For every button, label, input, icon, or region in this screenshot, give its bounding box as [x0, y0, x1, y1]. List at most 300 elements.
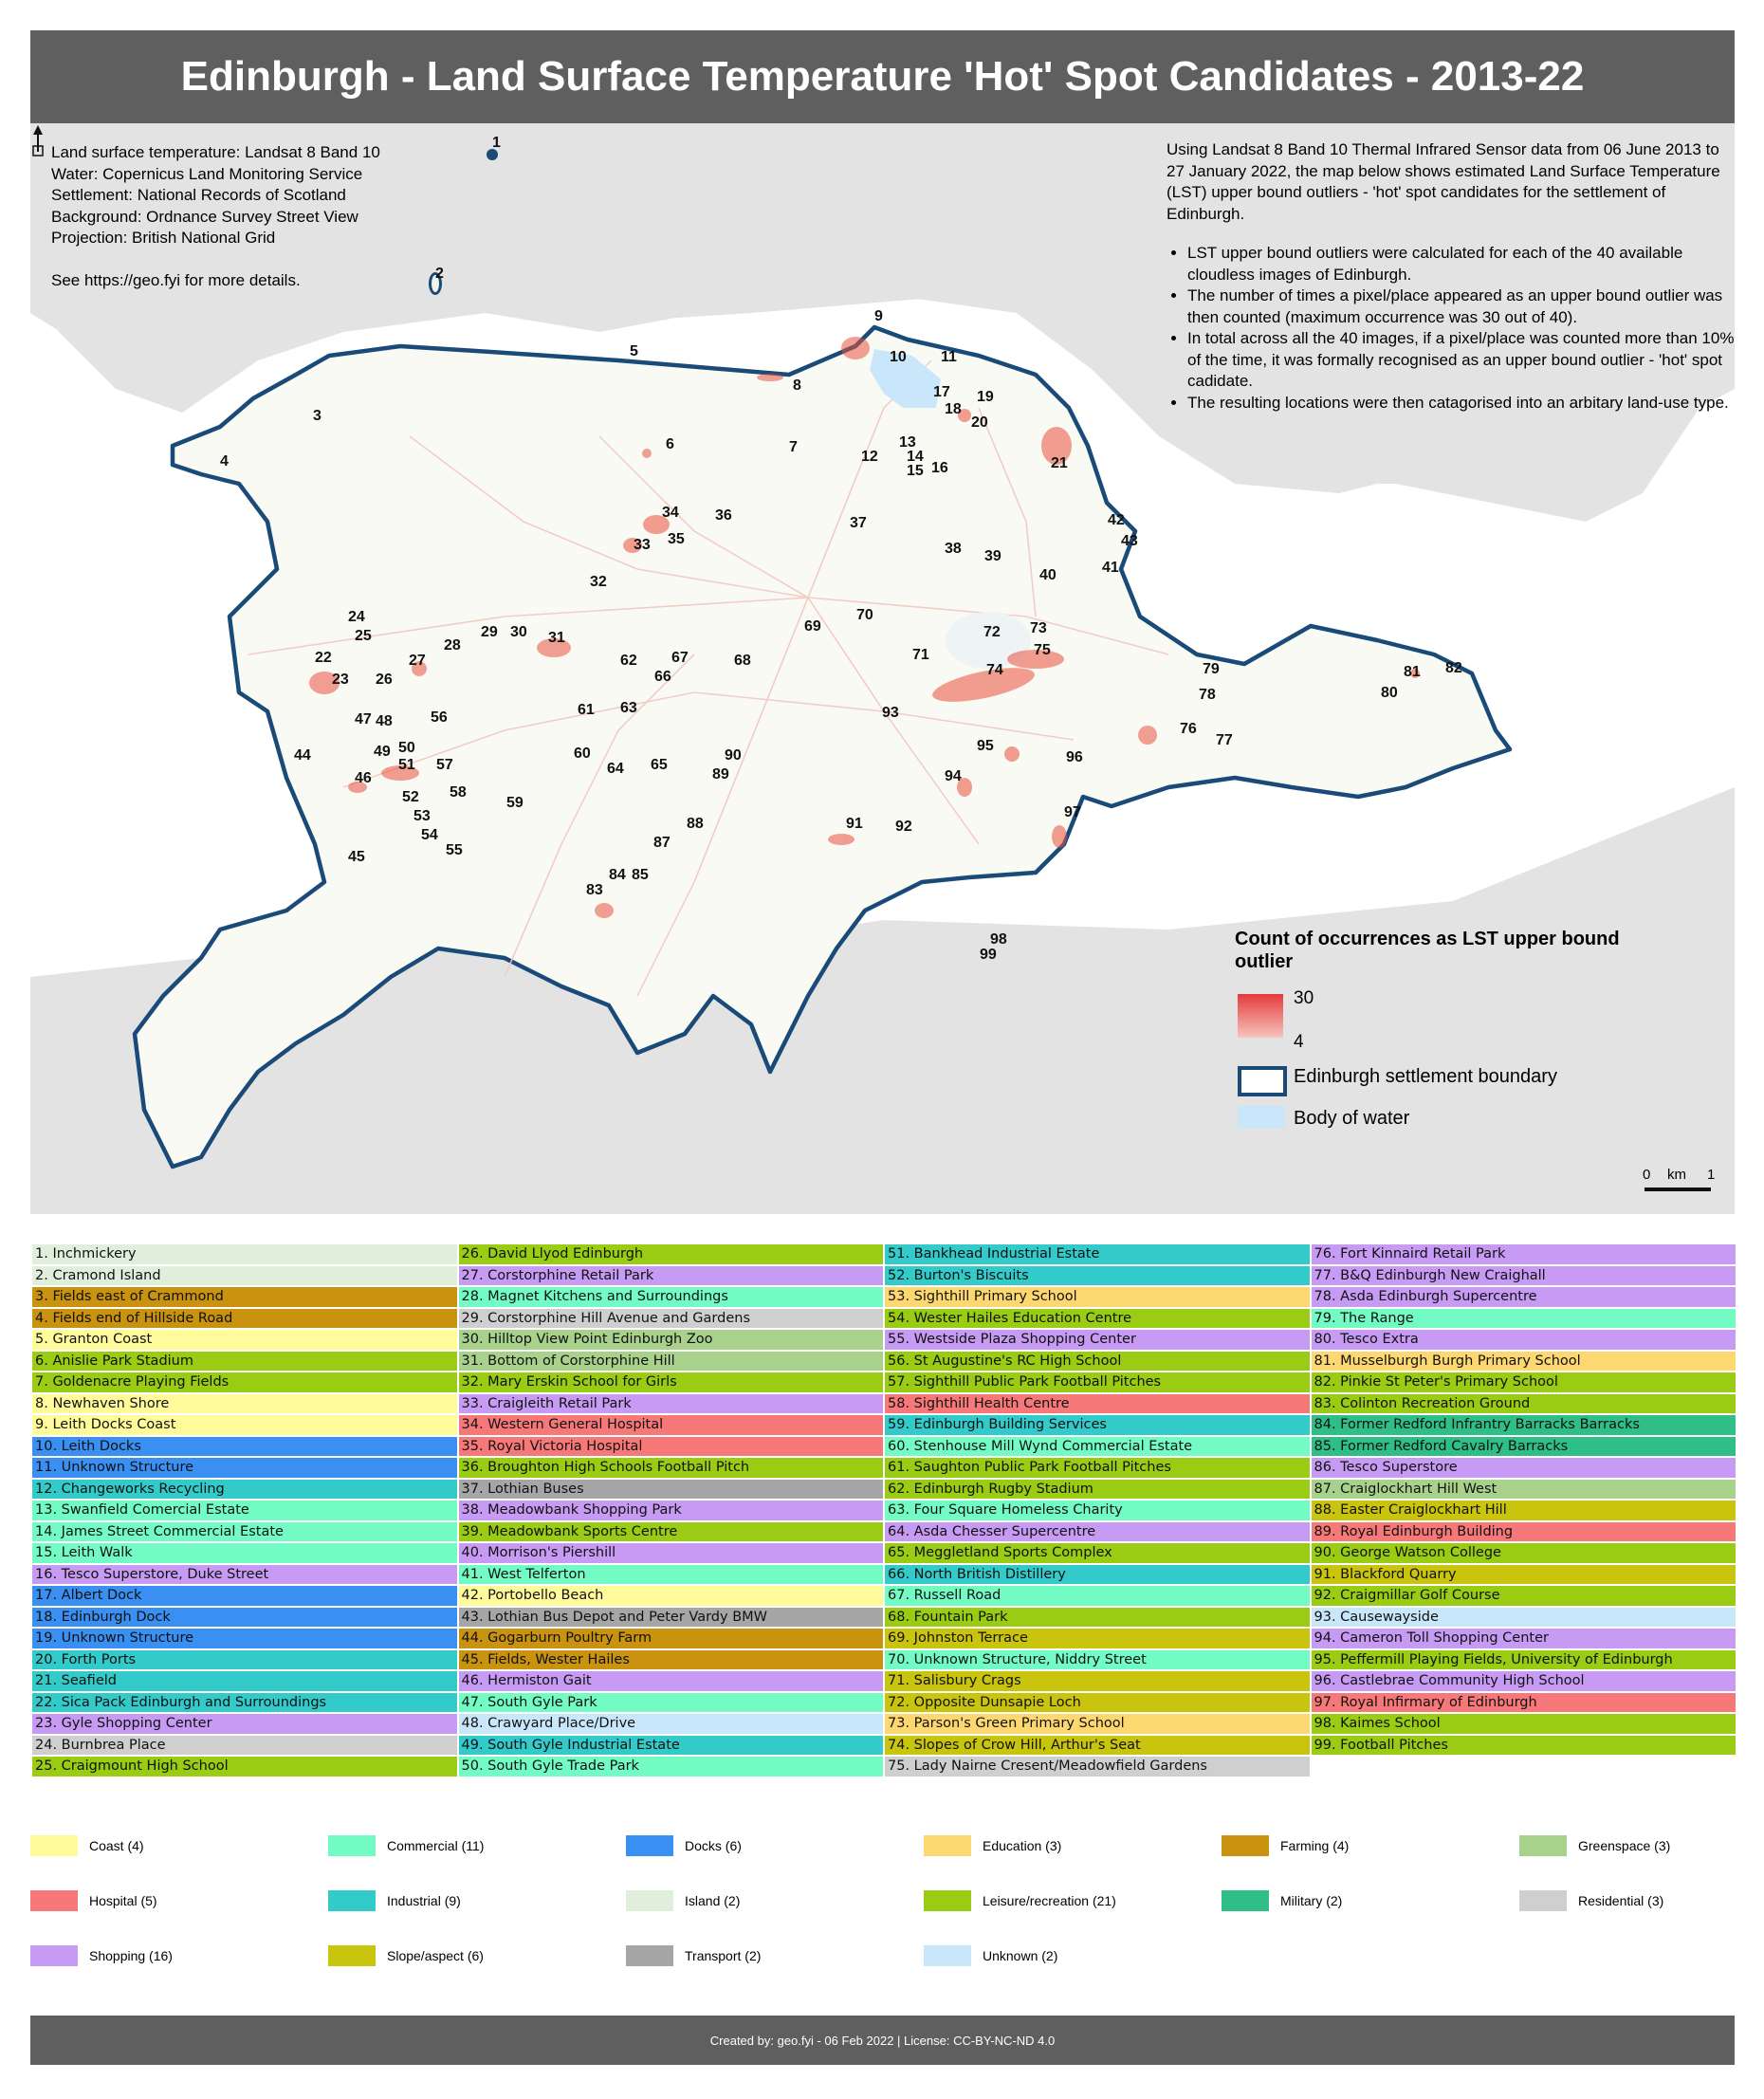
map-label-24[interactable]: 24	[348, 609, 365, 625]
category-swatch	[626, 1835, 673, 1856]
map-label-10[interactable]: 10	[890, 349, 907, 365]
poi-cell: 98. Kaimes School	[1312, 1714, 1736, 1734]
count-min-label: 4	[1294, 1032, 1304, 1052]
source-note-line: Background: Ordnance Survey Street View	[51, 207, 358, 226]
map-label-6[interactable]: 6	[666, 436, 674, 452]
category-legend-item	[328, 1835, 484, 1856]
poi-cell: 20. Forth Ports	[32, 1650, 457, 1670]
table-row	[32, 1244, 1736, 1264]
map-label-31[interactable]: 31	[548, 630, 565, 646]
category-swatch	[30, 1835, 78, 1856]
table-row	[32, 1287, 1736, 1307]
map-label-52[interactable]: 52	[402, 789, 419, 805]
table-row	[32, 1757, 1736, 1777]
poi-cell: 79. The Range	[1312, 1309, 1736, 1329]
poi-cell: 24. Burnbrea Place	[32, 1736, 457, 1756]
table-row	[32, 1543, 1736, 1563]
category-label: Greenspace (3)	[1578, 1838, 1671, 1853]
map-label-78[interactable]: 78	[1199, 687, 1216, 703]
category-swatch	[328, 1945, 376, 1966]
poi-cell: 55. Westside Plaza Shopping Center	[885, 1330, 1310, 1350]
poi-cell: 33. Craigleith Retail Park	[459, 1394, 884, 1414]
map-label-40[interactable]: 40	[1039, 567, 1057, 583]
category-swatch	[328, 1835, 376, 1856]
count-max-label: 30	[1294, 988, 1314, 1008]
map-label-77[interactable]: 77	[1216, 732, 1233, 748]
method-intro: Using Landsat 8 Band 10 Thermal Infrared Sensor data from 06 June 2013 to 27 January 2022, the map below shows estimated Land Surface Temperature (LST) upper bound outliers - 'hot' spot candidates for the settlement of Edinburgh.	[1167, 140, 1720, 223]
table-row	[32, 1736, 1736, 1756]
map-label-5[interactable]: 5	[630, 343, 638, 359]
map-label-43[interactable]: 43	[1121, 533, 1138, 549]
map-label-85[interactable]: 85	[632, 867, 649, 883]
source-note-line: Projection: British National Grid	[51, 229, 276, 247]
category-legend-item	[328, 1945, 484, 1966]
poi-cell: 32. Mary Erskin School for Girls	[459, 1372, 884, 1392]
map-label-36[interactable]: 36	[715, 507, 732, 524]
poi-cell: 19. Unknown Structure	[32, 1629, 457, 1648]
poi-cell: 15. Leith Walk	[32, 1543, 457, 1563]
map-label-46[interactable]: 46	[355, 770, 372, 786]
poi-cell: 44. Gogarburn Poultry Farm	[459, 1629, 884, 1648]
poi-cell: 52. Burton's Biscuits	[885, 1266, 1310, 1286]
map-label-81[interactable]: 81	[1404, 664, 1421, 680]
empty-cell	[1312, 1757, 1736, 1777]
map-label-1[interactable]: 1	[492, 135, 501, 151]
map-label-75[interactable]: 75	[1034, 642, 1051, 658]
poi-cell: 60. Stenhouse Mill Wynd Commercial Estate	[885, 1437, 1310, 1457]
poi-cell: 21. Seafield	[32, 1671, 457, 1691]
poi-cell: 74. Slopes of Crow Hill, Arthur's Seat	[885, 1736, 1310, 1756]
table-row	[32, 1501, 1736, 1520]
map-label-8[interactable]: 8	[793, 377, 801, 394]
poi-cell: 87. Craiglockhart Hill West	[1312, 1480, 1736, 1500]
map-label-30[interactable]: 30	[510, 624, 527, 640]
table-row	[32, 1608, 1736, 1628]
poi-cell: 29. Corstorphine Hill Avenue and Gardens	[459, 1309, 884, 1329]
poi-cell: 88. Easter Craiglockhart Hill	[1312, 1501, 1736, 1520]
map-label-23[interactable]: 23	[332, 672, 349, 688]
map-label-25[interactable]: 25	[355, 628, 372, 644]
poi-cell: 46. Hermiston Gait	[459, 1671, 884, 1691]
map-label-12[interactable]: 12	[861, 449, 878, 465]
poi-cell: 47. South Gyle Park	[459, 1693, 884, 1713]
map-label-61[interactable]: 61	[578, 702, 595, 718]
footer-credits: Created by: geo.fyi - 06 Feb 2022 | License: CC-BY-NC-ND 4.0	[30, 2016, 1735, 2065]
poi-cell: 85. Former Redford Cavalry Barracks	[1312, 1437, 1736, 1457]
poi-cell: 96. Castlebrae Community High School	[1312, 1671, 1736, 1691]
map-label-49[interactable]: 49	[374, 744, 391, 760]
source-note-line: Settlement: National Records of Scotland	[51, 186, 346, 204]
poi-cell: 38. Meadowbank Shopping Park	[459, 1501, 884, 1520]
method-bullet: • LST upper bound outliers were calculated for each of the 40 available cloudless images of Edinburgh.	[1187, 243, 1735, 285]
table-row	[32, 1394, 1736, 1414]
poi-cell: 83. Colinton Recreation Ground	[1312, 1394, 1736, 1414]
method-bullet-list	[1167, 243, 1735, 414]
category-label: Commercial (11)	[387, 1838, 485, 1853]
poi-cell: 7. Goldenacre Playing Fields	[32, 1372, 457, 1392]
poi-cell: 82. Pinkie St Peter's Primary School	[1312, 1372, 1736, 1392]
category-legend-item	[626, 1890, 740, 1911]
source-notes	[51, 142, 380, 292]
source-note-line: See https://geo.fyi for more details.	[51, 271, 301, 289]
table-row	[32, 1437, 1736, 1457]
map-label-98[interactable]: 98	[990, 931, 1007, 948]
category-legend-item	[924, 1890, 1116, 1911]
map-label-50[interactable]: 50	[398, 740, 415, 756]
map-label-83[interactable]: 83	[586, 882, 603, 898]
poi-cell: 90. George Watson College	[1312, 1543, 1736, 1563]
map-label-58[interactable]: 58	[450, 784, 467, 801]
category-label: Island (2)	[685, 1893, 741, 1908]
map-label-38[interactable]: 38	[945, 541, 962, 557]
table-row	[32, 1714, 1736, 1734]
map-label-70[interactable]: 70	[856, 607, 873, 623]
table-row	[32, 1522, 1736, 1542]
map-label-79[interactable]: 79	[1203, 661, 1220, 677]
map-label-63[interactable]: 63	[620, 700, 637, 716]
map-label-18[interactable]: 18	[945, 401, 962, 417]
map-label-66[interactable]: 66	[654, 669, 671, 685]
map-legend	[1235, 928, 1633, 1129]
poi-cell: 42. Portobello Beach	[459, 1586, 884, 1606]
category-swatch	[1222, 1835, 1269, 1856]
map-label-96[interactable]: 96	[1066, 749, 1083, 765]
category-label: Coast (4)	[89, 1838, 144, 1853]
poi-cell: 70. Unknown Structure, Niddry Street	[885, 1650, 1310, 1670]
map-label-71[interactable]: 71	[912, 647, 929, 663]
category-swatch	[1519, 1835, 1567, 1856]
poi-cell: 35. Royal Victoria Hospital	[459, 1437, 884, 1457]
source-note-line: Land surface temperature: Landsat 8 Band 10	[51, 143, 380, 161]
map-label-41[interactable]: 41	[1102, 560, 1119, 576]
table-row	[32, 1458, 1736, 1478]
map-label-91[interactable]: 91	[846, 816, 863, 832]
poi-cell: 17. Albert Dock	[32, 1586, 457, 1606]
map-label-59[interactable]: 59	[506, 795, 524, 811]
poi-cell: 61. Saughton Public Park Football Pitches	[885, 1458, 1310, 1478]
poi-cell: 9. Leith Docks Coast	[32, 1415, 457, 1435]
map-label-26[interactable]: 26	[376, 672, 393, 688]
category-label: Education (3)	[983, 1838, 1062, 1853]
scale-zero: 0	[1643, 1167, 1651, 1183]
map-label-45[interactable]: 45	[348, 849, 365, 865]
map-label-67[interactable]: 67	[671, 650, 689, 666]
poi-cell: 27. Corstorphine Retail Park	[459, 1266, 884, 1286]
map-label-48[interactable]: 48	[376, 713, 393, 729]
poi-cell: 57. Sighthill Public Park Football Pitches	[885, 1372, 1310, 1392]
poi-cell: 43. Lothian Bus Depot and Peter Vardy BMW	[459, 1608, 884, 1628]
map-label-15[interactable]: 15	[907, 463, 924, 479]
map-label-69[interactable]: 69	[804, 618, 821, 635]
method-bullet: • The number of times a pixel/place appeared as an upper bound outlier was then counted (maximum occurrence was 30 out of 40).	[1187, 285, 1735, 328]
map-label-95[interactable]: 95	[977, 738, 994, 754]
poi-cell: 41. West Telferton	[459, 1565, 884, 1585]
map-label-55[interactable]: 55	[446, 842, 463, 858]
poi-cell: 10. Leith Docks	[32, 1437, 457, 1457]
north-arrow-icon	[30, 123, 46, 157]
map-label-97[interactable]: 97	[1064, 804, 1081, 820]
category-label: Docks (6)	[685, 1838, 742, 1853]
category-legend	[30, 1835, 1735, 1978]
map-label-42[interactable]: 42	[1108, 512, 1125, 528]
poi-cell: 16. Tesco Superstore, Duke Street	[32, 1565, 457, 1585]
map-label-89[interactable]: 89	[712, 766, 729, 783]
category-label: Shopping (16)	[89, 1948, 173, 1963]
category-swatch	[30, 1890, 78, 1911]
map-label-44[interactable]: 44	[294, 747, 311, 764]
poi-cell: 51. Bankhead Industrial Estate	[885, 1244, 1310, 1264]
poi-cell: 56. St Augustine's RC High School	[885, 1352, 1310, 1372]
map-label-54[interactable]: 54	[421, 827, 438, 843]
table-row	[32, 1480, 1736, 1500]
map-label-65[interactable]: 65	[651, 757, 668, 773]
category-label: Transport (2)	[685, 1948, 762, 1963]
map-label-7[interactable]: 7	[789, 439, 798, 455]
category-label: Slope/aspect (6)	[387, 1948, 484, 1963]
map-label-73[interactable]: 73	[1030, 620, 1047, 636]
poi-cell: 12. Changeworks Recycling	[32, 1480, 457, 1500]
poi-cell: 37. Lothian Buses	[459, 1480, 884, 1500]
poi-cell: 13. Swanfield Comercial Estate	[32, 1501, 457, 1520]
map-label-17[interactable]: 17	[933, 384, 950, 400]
map-label-9[interactable]: 9	[874, 308, 883, 324]
boundary-legend-label: Edinburgh settlement boundary	[1294, 1066, 1557, 1087]
map-label-13[interactable]: 13	[899, 434, 916, 451]
boundary-swatch	[1238, 1066, 1287, 1096]
category-swatch	[626, 1945, 673, 1966]
category-label: Unknown (2)	[983, 1948, 1058, 1963]
poi-cell: 99. Football Pitches	[1312, 1736, 1736, 1756]
map-label-53[interactable]: 53	[413, 808, 431, 824]
poi-cell: 80. Tesco Extra	[1312, 1330, 1736, 1350]
poi-table	[30, 1243, 1737, 1778]
category-swatch	[1222, 1890, 1269, 1911]
poi-cell: 25. Craigmount High School	[32, 1757, 457, 1777]
table-row	[32, 1650, 1736, 1670]
category-legend-item	[1222, 1890, 1342, 1911]
category-label: Hospital (5)	[89, 1893, 157, 1908]
source-note-line: Water: Copernicus Land Monitoring Service	[51, 164, 363, 183]
poi-cell: 78. Asda Edinburgh Supercentre	[1312, 1287, 1736, 1307]
map-label-3[interactable]: 3	[313, 408, 322, 424]
poi-cell: 73. Parson's Green Primary School	[885, 1714, 1310, 1734]
map-label-92[interactable]: 92	[895, 819, 912, 835]
poi-cell: 65. Meggletland Sports Complex	[885, 1543, 1310, 1563]
map-label-34[interactable]: 34	[662, 505, 679, 521]
map-label-2[interactable]: 2	[435, 266, 444, 282]
poi-cell: 5. Granton Coast	[32, 1330, 457, 1350]
category-swatch	[924, 1835, 971, 1856]
map-label-87[interactable]: 87	[653, 835, 671, 851]
category-legend-item	[924, 1945, 1057, 1966]
category-legend-item	[328, 1890, 461, 1911]
category-legend-item	[1519, 1835, 1670, 1856]
method-notes	[1167, 139, 1735, 414]
map-label-90[interactable]: 90	[725, 747, 742, 764]
method-bullet: • In total across all the 40 images, if a pixel/place was counted more than 10% of the time, it was formally recognised as an upper bound outlier - 'hot' spot cadidate.	[1187, 328, 1735, 393]
poi-cell: 58. Sighthill Health Centre	[885, 1394, 1310, 1414]
poi-cell: 1. Inchmickery	[32, 1244, 457, 1264]
poi-cell: 30. Hilltop View Point Edinburgh Zoo	[459, 1330, 884, 1350]
category-label: Leisure/recreation (21)	[983, 1893, 1116, 1908]
category-label: Military (2)	[1280, 1893, 1343, 1908]
poi-cell: 67. Russell Road	[885, 1586, 1310, 1606]
map-title: Edinburgh - Land Surface Temperature 'Hot' Spot Candidates - 2013-22	[30, 30, 1735, 123]
poi-cell: 45. Fields, Wester Hailes	[459, 1650, 884, 1670]
poi-cell: 95. Peffermill Playing Fields, University of Edinburgh	[1312, 1650, 1736, 1670]
count-gradient-swatch	[1238, 994, 1283, 1038]
scale-line	[1645, 1188, 1711, 1191]
category-legend-item	[626, 1945, 761, 1966]
map-label-51[interactable]: 51	[398, 757, 415, 773]
category-legend-item	[30, 1890, 157, 1911]
category-swatch	[30, 1945, 78, 1966]
map-label-19[interactable]: 19	[977, 389, 994, 405]
map-label-88[interactable]: 88	[687, 816, 704, 832]
category-label: Residential (3)	[1578, 1893, 1664, 1908]
map-label-60[interactable]: 60	[574, 746, 591, 762]
map-label-29[interactable]: 29	[481, 624, 498, 640]
poi-cell: 39. Meadowbank Sports Centre	[459, 1522, 884, 1542]
table-row	[32, 1372, 1736, 1392]
category-legend-item	[924, 1835, 1061, 1856]
map-label-16[interactable]: 16	[931, 460, 948, 476]
table-row	[32, 1586, 1736, 1606]
poi-cell: 63. Four Square Homeless Charity	[885, 1501, 1310, 1520]
map-label-80[interactable]: 80	[1381, 685, 1398, 701]
map-label-47[interactable]: 47	[355, 711, 372, 727]
poi-cell: 81. Musselburgh Burgh Primary School	[1312, 1352, 1736, 1372]
poi-cell: 40. Morrison's Piershill	[459, 1543, 884, 1563]
map-label-93[interactable]: 93	[882, 705, 899, 721]
table-row	[32, 1352, 1736, 1372]
map-label-33[interactable]: 33	[634, 537, 651, 553]
source-note-line	[51, 249, 380, 271]
map-label-56[interactable]: 56	[431, 709, 448, 726]
poi-cell: 77. B&Q Edinburgh New Craighall	[1312, 1266, 1736, 1286]
poi-cell: 66. North British Distillery	[885, 1565, 1310, 1585]
poi-cell: 22. Sica Pack Edinburgh and Surroundings	[32, 1693, 457, 1713]
method-bullet: • The resulting locations were then catagorised into an arbitary land-use type.	[1187, 393, 1735, 414]
poi-cell: 54. Wester Hailes Education Centre	[885, 1309, 1310, 1329]
map-panel[interactable]	[30, 123, 1735, 1214]
map-label-27[interactable]: 27	[409, 653, 426, 669]
water-swatch	[1238, 1106, 1285, 1129]
map-label-21[interactable]: 21	[1051, 455, 1068, 471]
poi-cell: 94. Cameron Toll Shopping Center	[1312, 1629, 1736, 1648]
poi-cell: 68. Fountain Park	[885, 1608, 1310, 1628]
poi-cell: 53. Sighthill Primary School	[885, 1287, 1310, 1307]
category-swatch	[924, 1945, 971, 1966]
map-label-11[interactable]: 11	[941, 349, 957, 365]
map-label-82[interactable]: 82	[1445, 660, 1462, 676]
map-label-62[interactable]: 62	[620, 653, 637, 669]
poi-cell: 36. Broughton High Schools Football Pitch	[459, 1458, 884, 1478]
poi-cell: 6. Anislie Park Stadium	[32, 1352, 457, 1372]
poi-cell: 59. Edinburgh Building Services	[885, 1415, 1310, 1435]
category-legend-item	[626, 1835, 742, 1856]
poi-cell: 26. David Llyod Edinburgh	[459, 1244, 884, 1264]
map-label-57[interactable]: 57	[436, 757, 453, 773]
category-legend-item	[30, 1945, 173, 1966]
poi-cell: 28. Magnet Kitchens and Surroundings	[459, 1287, 884, 1307]
category-swatch	[328, 1890, 376, 1911]
category-swatch	[924, 1890, 971, 1911]
water-legend-label: Body of water	[1294, 1108, 1410, 1129]
poi-cell: 2. Cramond Island	[32, 1266, 457, 1286]
map-label-32[interactable]: 32	[590, 574, 607, 590]
poi-cell: 3. Fields east of Crammond	[32, 1287, 457, 1307]
category-label: Farming (4)	[1280, 1838, 1350, 1853]
table-row	[32, 1629, 1736, 1648]
map-label-35[interactable]: 35	[668, 531, 685, 547]
poi-cell: 92. Craigmillar Golf Course	[1312, 1586, 1736, 1606]
poi-cell: 8. Newhaven Shore	[32, 1394, 457, 1414]
poi-cell: 93. Causewayside	[1312, 1608, 1736, 1628]
poi-cell: 11. Unknown Structure	[32, 1458, 457, 1478]
poi-cell: 86. Tesco Superstore	[1312, 1458, 1736, 1478]
map-label-20[interactable]: 20	[971, 414, 988, 431]
category-legend-item	[1519, 1890, 1663, 1911]
map-label-74[interactable]: 74	[986, 662, 1003, 678]
poi-cell: 72. Opposite Dunsapie Loch	[885, 1693, 1310, 1713]
poi-cell: 71. Salisbury Crags	[885, 1671, 1310, 1691]
map-label-39[interactable]: 39	[984, 548, 1001, 564]
map-label-99[interactable]: 99	[980, 947, 997, 963]
category-label: Industrial (9)	[387, 1893, 461, 1908]
category-legend-item	[1222, 1835, 1349, 1856]
poi-cell: 4. Fields end of Hillside Road	[32, 1309, 457, 1329]
poi-cell: 75. Lady Nairne Cresent/Meadowfield Gardens	[885, 1757, 1310, 1777]
category-legend-item	[30, 1835, 144, 1856]
map-label-4[interactable]: 4	[220, 453, 229, 470]
category-swatch	[626, 1890, 673, 1911]
poi-cell: 97. Royal Infirmary of Edinburgh	[1312, 1693, 1736, 1713]
poi-cell: 89. Royal Edinburgh Building	[1312, 1522, 1736, 1542]
table-row	[32, 1309, 1736, 1329]
poi-cell: 76. Fort Kinnaird Retail Park	[1312, 1244, 1736, 1264]
poi-cell: 69. Johnston Terrace	[885, 1629, 1310, 1648]
table-row	[32, 1330, 1736, 1350]
poi-cell: 84. Former Redford Infrantry Barracks Barracks	[1312, 1415, 1736, 1435]
map-label-22[interactable]: 22	[315, 650, 332, 666]
map-label-14[interactable]: 14	[907, 449, 924, 465]
map-label-72[interactable]: 72	[983, 624, 1001, 640]
table-row	[32, 1266, 1736, 1286]
map-label-76[interactable]: 76	[1180, 721, 1197, 737]
map-label-68[interactable]: 68	[734, 653, 751, 669]
poi-cell: 64. Asda Chesser Supercentre	[885, 1522, 1310, 1542]
poi-cell: 50. South Gyle Trade Park	[459, 1757, 884, 1777]
map-label-37[interactable]: 37	[850, 515, 867, 531]
category-swatch	[1519, 1890, 1567, 1911]
poi-cell: 14. James Street Commercial Estate	[32, 1522, 457, 1542]
table-row	[32, 1565, 1736, 1585]
poi-cell: 48. Crawyard Place/Drive	[459, 1714, 884, 1734]
poi-cell: 91. Blackford Quarry	[1312, 1565, 1736, 1585]
poi-cell: 31. Bottom of Corstorphine Hill	[459, 1352, 884, 1372]
poi-cell: 49. South Gyle Industrial Estate	[459, 1736, 884, 1756]
scale-one: 1	[1707, 1167, 1716, 1183]
table-row	[32, 1693, 1736, 1713]
map-label-94[interactable]: 94	[945, 768, 962, 784]
map-label-28[interactable]: 28	[444, 637, 461, 654]
map-label-64[interactable]: 64	[607, 761, 624, 777]
map-label-84[interactable]: 84	[609, 867, 626, 883]
table-row	[32, 1671, 1736, 1691]
table-row	[32, 1415, 1736, 1435]
poi-cell: 23. Gyle Shopping Center	[32, 1714, 457, 1734]
